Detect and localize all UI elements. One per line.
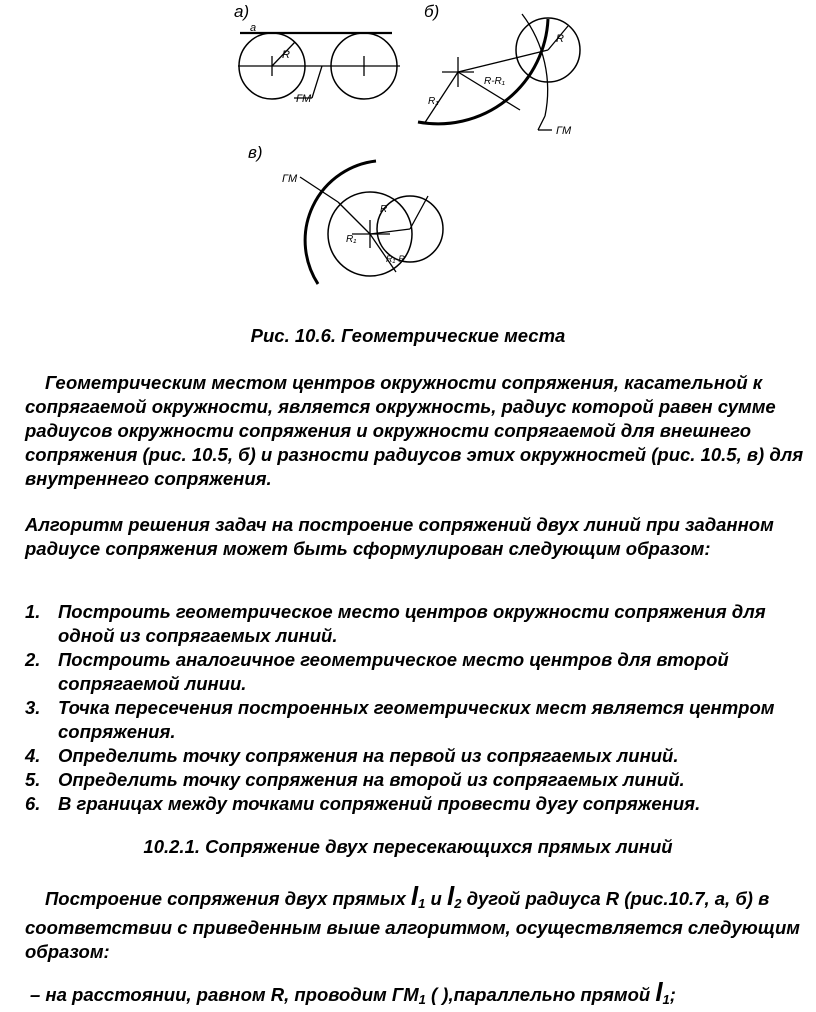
line-l2-symbol: l xyxy=(446,881,455,911)
figure-v xyxy=(300,161,443,284)
text-part: ( ),параллельно прямой xyxy=(425,984,656,1005)
step-text: Построить аналогичное геометрическое место центров для второй сопрягаемой линии. xyxy=(58,649,729,694)
algorithm-steps-list xyxy=(25,600,810,816)
label-v-gm: ГМ xyxy=(282,173,298,185)
step-number: 1. xyxy=(25,601,41,622)
step-number: 5. xyxy=(25,769,41,790)
step-text: Построить геометрическое место центров окружности сопряжения для одной из сопрягаемых линий. xyxy=(58,601,766,646)
label-v-r1-minus-r: R₁-R xyxy=(386,254,405,264)
list-item xyxy=(25,768,810,792)
figure-drawing xyxy=(0,0,816,320)
step-text: В границах между точками сопряжений провести дугу сопряжения. xyxy=(58,793,701,814)
label-v-r1: R₁ xyxy=(346,234,357,245)
subscript: 1 xyxy=(662,992,670,1007)
label-a-tangent: a xyxy=(250,22,257,34)
label-v-radius: R xyxy=(380,204,388,215)
label-a-gm: ГМ xyxy=(296,93,312,105)
step-number: 3. xyxy=(25,697,41,718)
label-a-radius: R xyxy=(282,49,290,61)
paragraph-algorithm-intro: Алгоритм решения задач на построение сопряжений двух линий при заданном радиусе сопряжения может быть сформулирован следующим образом: xyxy=(25,514,774,559)
step-text: Точка пересечения построенных геометрических мест является центром сопряжения. xyxy=(58,697,775,742)
text-part: и xyxy=(425,888,447,909)
label-b-gm: ГМ xyxy=(556,125,572,137)
step-number: 6. xyxy=(25,793,41,814)
line-l1-symbol: l xyxy=(410,881,419,911)
figure-b xyxy=(418,14,580,130)
label-v: в) xyxy=(248,143,263,162)
paragraph-construction xyxy=(25,881,810,964)
list-item xyxy=(25,600,810,648)
list-item xyxy=(25,744,810,768)
subscript: 1 xyxy=(418,896,426,911)
figure-geometric-loci xyxy=(0,0,816,320)
list-item xyxy=(25,792,810,816)
list-item xyxy=(25,696,810,744)
step-number: 2. xyxy=(25,649,41,670)
line-l1-symbol: l xyxy=(655,977,663,1007)
label-b-radius: R xyxy=(556,33,564,45)
text-part: дугой радиуса R (рис.10.7, а, б) в соответствии с приведенным выше алгоритмом, осуществляется следующим образом: xyxy=(25,888,800,962)
step-text: Определить точку сопряжения на первой из сопрягаемых линий. xyxy=(58,745,679,766)
step-number: 4. xyxy=(25,745,41,766)
figure-a xyxy=(238,33,400,99)
subscript: 2 xyxy=(454,896,462,911)
text-part: – на расстоянии, равном R, проводим ГМ xyxy=(30,984,419,1005)
label-b-r1: R₁ xyxy=(428,96,439,107)
step-text: Определить точку сопряжения на второй из сопрягаемых линий. xyxy=(58,769,685,790)
label-b: б) xyxy=(424,2,440,21)
text-part: Построение сопряжения двух прямых xyxy=(45,888,411,909)
label-b-r-minus-r1: R-R₁ xyxy=(484,76,505,87)
figure-caption: Рис. 10.6. Геометрические места xyxy=(250,325,566,346)
section-heading: 10.2.1. Сопряжение двух пересекающихся прямых линий xyxy=(143,836,673,857)
text-part: ; xyxy=(669,984,676,1005)
subscript: 1 xyxy=(418,992,426,1007)
paragraph-loci-definition: Геометрическим местом центров окружности сопряжения, касательной к сопрягаемой окружности, является окружность, радиус которой равен сумме радиусов окружности сопряжения и окружности сопрягаемой для внешнего сопряжения (рис. 10.5, б) и разности радиусов этих окружностей (рис. 10.5, в) для внутреннего сопряжения. xyxy=(25,372,804,489)
label-a: а) xyxy=(234,2,250,21)
list-item xyxy=(25,648,810,696)
paragraph-step-gm1 xyxy=(25,977,810,1012)
